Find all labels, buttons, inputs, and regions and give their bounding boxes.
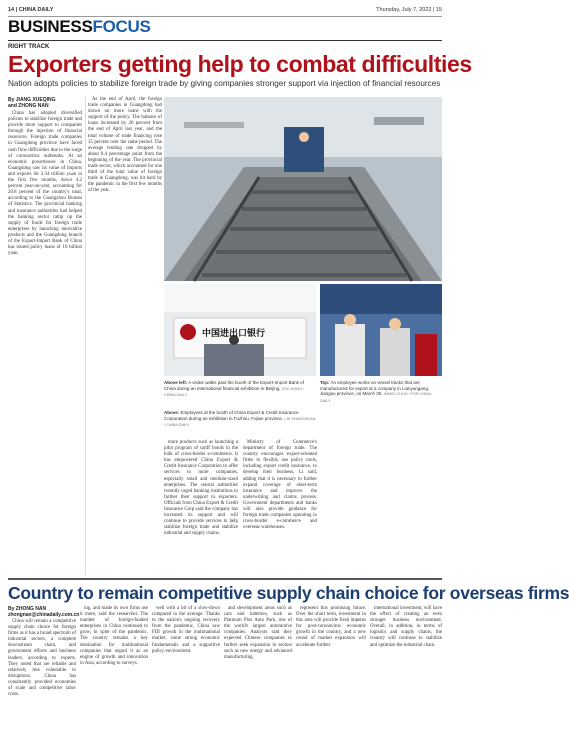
story2-headline: Country to remain competitive supply chain choice for overseas firms bbox=[8, 583, 569, 603]
story-column-1 bbox=[8, 111, 82, 575]
story-column-2 bbox=[88, 97, 162, 575]
story2-column-6 bbox=[370, 606, 442, 743]
column-text: Ministry of Commerce's department of foreign trade. The country encourages export-oriented firms to flexibly use policy tools, including export credit insurance, to develop their business, Li said, adding that it is necessary to further expand coverage of short-term insurance and improve the underwriting and claims process. Government departments and banks will also provide guidance for foreign trade companies operating in cross-border e-commerce and overseas warehouses. bbox=[243, 440, 317, 531]
story-kicker: RIGHT TRACK bbox=[8, 44, 50, 50]
caption-label: Above: bbox=[164, 410, 180, 415]
caption-label: Top: bbox=[320, 380, 330, 385]
story2-column-3 bbox=[152, 606, 220, 743]
photo-credit: ZOU HONG / CHINA DAILY bbox=[164, 386, 305, 397]
caption-main-photo bbox=[320, 380, 442, 404]
column-text: international investment, will have the effect of creating an even stronger business environment. Overall, in addition, in terms of logistics and supply chains, the country will continue to stabilize and optimize the industrial chain. bbox=[370, 606, 442, 648]
caption-bank-photo bbox=[164, 380, 316, 399]
caption-text: Employees at the booth of China Export & Credit Insurance Corporation during an exhibition in Fuzhou, Fujian province. bbox=[164, 410, 299, 421]
caption-insurance-photo bbox=[164, 410, 316, 429]
caption-text: A visitor walks past the booth of the Export-Import Bank of China during an international financial exhibition in Beijing. bbox=[164, 380, 304, 391]
date-line: Thursday, July 7, 2022 | 15 bbox=[376, 7, 442, 13]
story-deck: Nation adopts policies to stabilize foreign trade by giving companies stronger support via injection of financial resources bbox=[8, 79, 441, 88]
column-text: well with a bit of a slow-down compared to the average. Thanks to the nation's ongoing recovery from the pandemic, China saw FDI growth in the multinational market, some strong economic fundamentals and a supportive policy environment. bbox=[152, 606, 220, 654]
insurance-booth-image bbox=[320, 284, 442, 376]
story2-column-4 bbox=[224, 606, 292, 743]
byline-line-1: By JIANG XUEQING bbox=[8, 97, 56, 103]
byline-line-2: zhongnan@chinadaily.com.cn bbox=[8, 612, 80, 618]
column-text: China has adopted diversified policies to stabilize foreign trade and provide more support to companies through the injection of financial resources. Foreign trade companies in Guangdong province have faced cash flow difficulties due to the surge of coronavirus outbreaks. At an economic powerhouse in China, Guangdong saw its value of imports and exports hit 3.34 trillion yuan in the first five months, down 4.2 percent year-on-year, accounting for 20.8 percent of the country's total, according to the Guangzhou Bureau of Statistics. The provincial banking and insurance authorities had helped the banking sector ramp up the supply of funds for foreign trade enterprises by launching innovative products and the Guangdong branch of the Export-Import Bank of China has issued policy loans of 10 billion yuan. bbox=[8, 111, 82, 257]
photo-credit: LIN SHANCHUAN / CHINA DAILY bbox=[164, 416, 316, 427]
bank-sign-text: 中国进出口银行 bbox=[202, 329, 266, 339]
section-rule bbox=[8, 40, 442, 41]
column-text: and development areas such as cars and batteries, such as Platinum Plus Auto Park, one of the world's largest automotive companies. Analysts said they expected Chinese companies to further seek expansion in sectors such as new energy and advanced manufacturing. bbox=[224, 606, 292, 660]
column-text: more products such as launching a pilot program of tariff bonds in the bulk of cross-border e-commerce. It has empowered China Export & Credit Insurance Corporation to offer services to more companies, especially small and medium-sized enterprises. The central authorities recently urged banking institutions to further their support to exporters. Officials from China Export & Credit Insurance Corp said the company has increased its support and will continue to provide services to help stabilize foreign trade and stabilize industrial and supply chains. bbox=[164, 440, 238, 537]
rail-track-photo bbox=[164, 97, 442, 281]
story2-column-1 bbox=[8, 619, 76, 743]
photo-credit: WANG CHUN / FOR CHINA DAILY bbox=[320, 392, 432, 403]
story-column-3 bbox=[164, 440, 238, 575]
column-text: ing, and made its own firms use it more, said the researcher. The number of foreign-funded enterprises in China continued to grow, in spite of the pandemic. The country remains a key destination for multinational companies that regard it as an engine of growth and innovation in Asia, according to surveys. bbox=[80, 606, 148, 666]
byline-line-2: and ZHONG NAN bbox=[8, 103, 49, 109]
page-number-label: 14 | CHINA DAILY bbox=[8, 7, 54, 13]
story-headline: Exporters getting help to combat difficulties bbox=[8, 51, 472, 77]
insurance-booth-photo bbox=[320, 284, 442, 376]
story-divider bbox=[8, 578, 442, 580]
story2-column-5 bbox=[296, 606, 366, 743]
column-text: As the end of April, the foreign trade companies in Guangdong had drawn on more loans with the support of the policy. The balance of loans increased by 20 percent from the end of April last year, and the total volume of trade financing rose 35 percent over the same period. The average lending rate dropped by about 0.4 percentage point from the beginning of the year. The provincial trade sector, which accounted for one third of the total value of foreign trade in Guangdong, was hit hard by the pandemic in the first few months of the year. bbox=[88, 97, 162, 194]
main-photo bbox=[164, 97, 442, 281]
column-divider bbox=[85, 97, 86, 575]
bank-booth-photo bbox=[164, 284, 316, 376]
section-title bbox=[8, 17, 151, 37]
section-title-part1: BUSINESS bbox=[8, 17, 93, 36]
byline-line-1: By ZHONG NAN bbox=[8, 606, 47, 612]
section-title-part2: FOCUS bbox=[92, 17, 151, 36]
story2-column-2 bbox=[80, 606, 148, 743]
column-text: represent this promising future. Over the short term, investment in this area will provide fresh impetus for post-coronavirus economic growth in the country, and a new round of market expansion will accelerate further. bbox=[296, 606, 366, 648]
story-byline bbox=[8, 97, 56, 109]
caption-text: An employee works on vessel tracks that are manufactured for export at a company in Lianyungang, Jiangsu province, on March 30. bbox=[320, 380, 430, 396]
story-column-4 bbox=[243, 440, 317, 575]
story2-byline bbox=[8, 606, 79, 618]
column-text: China will remain a competitive supply chain choice for foreign firms as it has a broad spectrum of industrial sectors, a complete downstream chain, and government efforts and business leaders, according to experts. They noted that are reliable and relatively less vulnerable to disruptions. China has consistently provided economies of scale and competitive labor costs. bbox=[8, 619, 76, 698]
caption-label: Above left: bbox=[164, 380, 188, 385]
page-header bbox=[8, 4, 442, 17]
